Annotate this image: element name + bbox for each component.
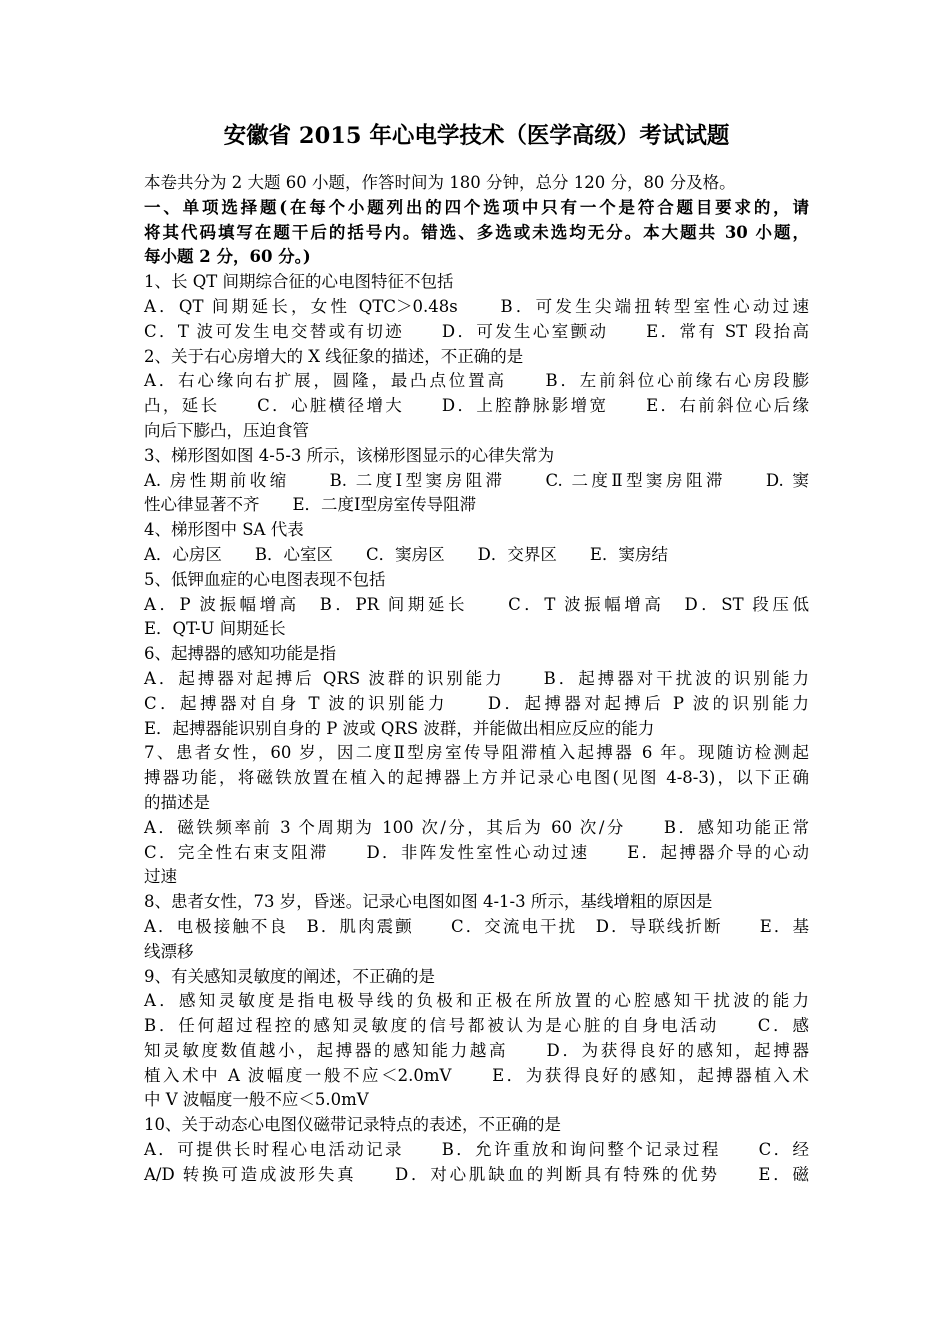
option-line: A．QT 间期延长，女性 QTC＞0.48s B．可发生尖端扭转型室性心动过速 <box>144 296 809 316</box>
option-line: A．右心缘向右扩展，圆隆，最凸点位置高 B．左前斜位心前缘右心房段膨 <box>144 371 809 391</box>
option-line: 向后下膨凸，压迫食管 <box>144 420 309 440</box>
option-line: A．可提供长时程心电活动记录 B．允许重放和询问整个记录过程 C．经 <box>144 1140 809 1160</box>
option-line: A/D 转换可造成波形失真 D．对心肌缺血的判断具有特殊的优势 E．磁 <box>144 1164 809 1184</box>
option-line: C．完全性右束支阻滞 D．非阵发性室性心动过速 E．起搏器介导的心动 <box>144 842 809 862</box>
option-line: C．起搏器对自身 T 波的识别能力 D．起搏器对起搏后 P 波的识别能力 <box>144 693 809 713</box>
question-stem: 9、有关感知灵敏度的阐述，不正确的是 <box>144 966 435 986</box>
option-line: A．P 波振幅增高 B．PR 间期延长 C．T 波振幅增高 D．ST 段压低 <box>144 594 809 614</box>
option-line: C．T 波可发生电交替或有切迹 D．可发生心室颤动 E．常有 ST 段抬高 <box>144 321 809 341</box>
option-line: A．磁铁频率前 3 个周期为 100 次/分，其后为 60 次/分 B．感知功能正常 <box>144 817 809 837</box>
option-line: 线漂移 <box>144 941 194 961</box>
question-stem: 4、梯形图中 SA 代表 <box>144 520 304 540</box>
question-stem: 7、患者女性，60 岁，因二度Ⅱ型房室传导阻滞植入起搏器 6 年。现随访检测起 <box>144 743 809 763</box>
exam-page <box>144 118 809 1188</box>
section-heading-line: 每小题 2 分，60 分。) <box>144 247 311 267</box>
question-stem: 2、关于右心房增大的 X 线征象的描述，不正确的是 <box>144 346 524 366</box>
option-line: A．电极接触不良 B．肌肉震颤 C．交流电干扰 D．导联线折断 E．基 <box>144 916 809 936</box>
exam-title: 安徽省 2015 年心电学技术（医学高级）考试试题 <box>223 123 730 149</box>
question-stem: 1、长 QT 间期综合征的心电图特征不包括 <box>144 272 454 292</box>
question-stem: 6、起搏器的感知功能是指 <box>144 644 336 664</box>
option-line: A．起搏器对起搏后 QRS 波群的识别能力 B．起搏器对干扰波的识别能力 <box>144 668 809 688</box>
option-line: E．起搏器能识别自身的 P 波或 QRS 波群，并能做出相应反应的能力 <box>144 718 655 738</box>
option-line: 植入术中 A 波幅度一般不应＜2.0mV E．为获得良好的感知，起搏器植入术 <box>144 1065 809 1085</box>
section-heading-line: 将其代码填写在题干后的括号内。错选、多选或未选均无分。本大题共 30 小题， <box>144 222 809 242</box>
section-heading-line: 一、单项选择题(在每个小题列出的四个选项中只有一个是符合题目要求的，请 <box>144 197 809 217</box>
option-line: 凸，延长 C．心脏横径增大 D．上腔静脉影增宽 E．右前斜位心后缘 <box>144 396 809 416</box>
option-line: 过速 <box>144 867 177 887</box>
question-stem: 10、关于动态心电图仪磁带记录特点的表述，不正确的是 <box>144 1115 561 1135</box>
question-list <box>144 270 809 1187</box>
section-heading <box>144 196 809 270</box>
option-line: B．任何超过程控的感知灵敏度的信号都被认为是心脏的自身电活动 C．感 <box>144 1016 809 1036</box>
option-line: 性心律显著不齐 E．二度Ⅰ型房室传导阻滞 <box>144 495 477 515</box>
option-line: A. 房性期前收缩 B. 二度Ⅰ型窦房阻滞 C. 二度Ⅱ型窦房阻滞 D. 窦 <box>144 470 809 490</box>
exam-intro: 本卷共分为 2 大题 60 小题，作答时间为 180 分钟，总分 120 分，80 分及格。 <box>144 173 736 192</box>
option-line: A．感知灵敏度是指电极导线的负极和正极在所放置的心腔感知干扰波的能力 <box>144 991 809 1011</box>
option-line: 中 V 波幅度一般不应＜5.0mV <box>144 1090 369 1110</box>
option-line: 知灵敏度数值越小，起搏器的感知能力越高 D．为获得良好的感知，起搏器 <box>144 1040 809 1060</box>
question-stem: 8、患者女性，73 岁，昏迷。记录心电图如图 4-1-3 所示，基线增粗的原因是 <box>144 892 713 912</box>
question-stem: 搏器功能，将磁铁放置在植入的起搏器上方并记录心电图(见图 4-8-3)，以下正确 <box>144 768 809 788</box>
question-stem: 5、低钾血症的心电图表现不包括 <box>144 569 386 589</box>
option-line: A．心房区 B．心室区 C．窦房区 D．交界区 E．窦房结 <box>144 544 668 564</box>
question-stem: 的描述是 <box>144 792 210 812</box>
option-line: E．QT-U 间期延长 <box>144 619 286 639</box>
question-stem: 3、梯形图如图 4-5-3 所示，该梯形图显示的心律失常为 <box>144 445 555 465</box>
